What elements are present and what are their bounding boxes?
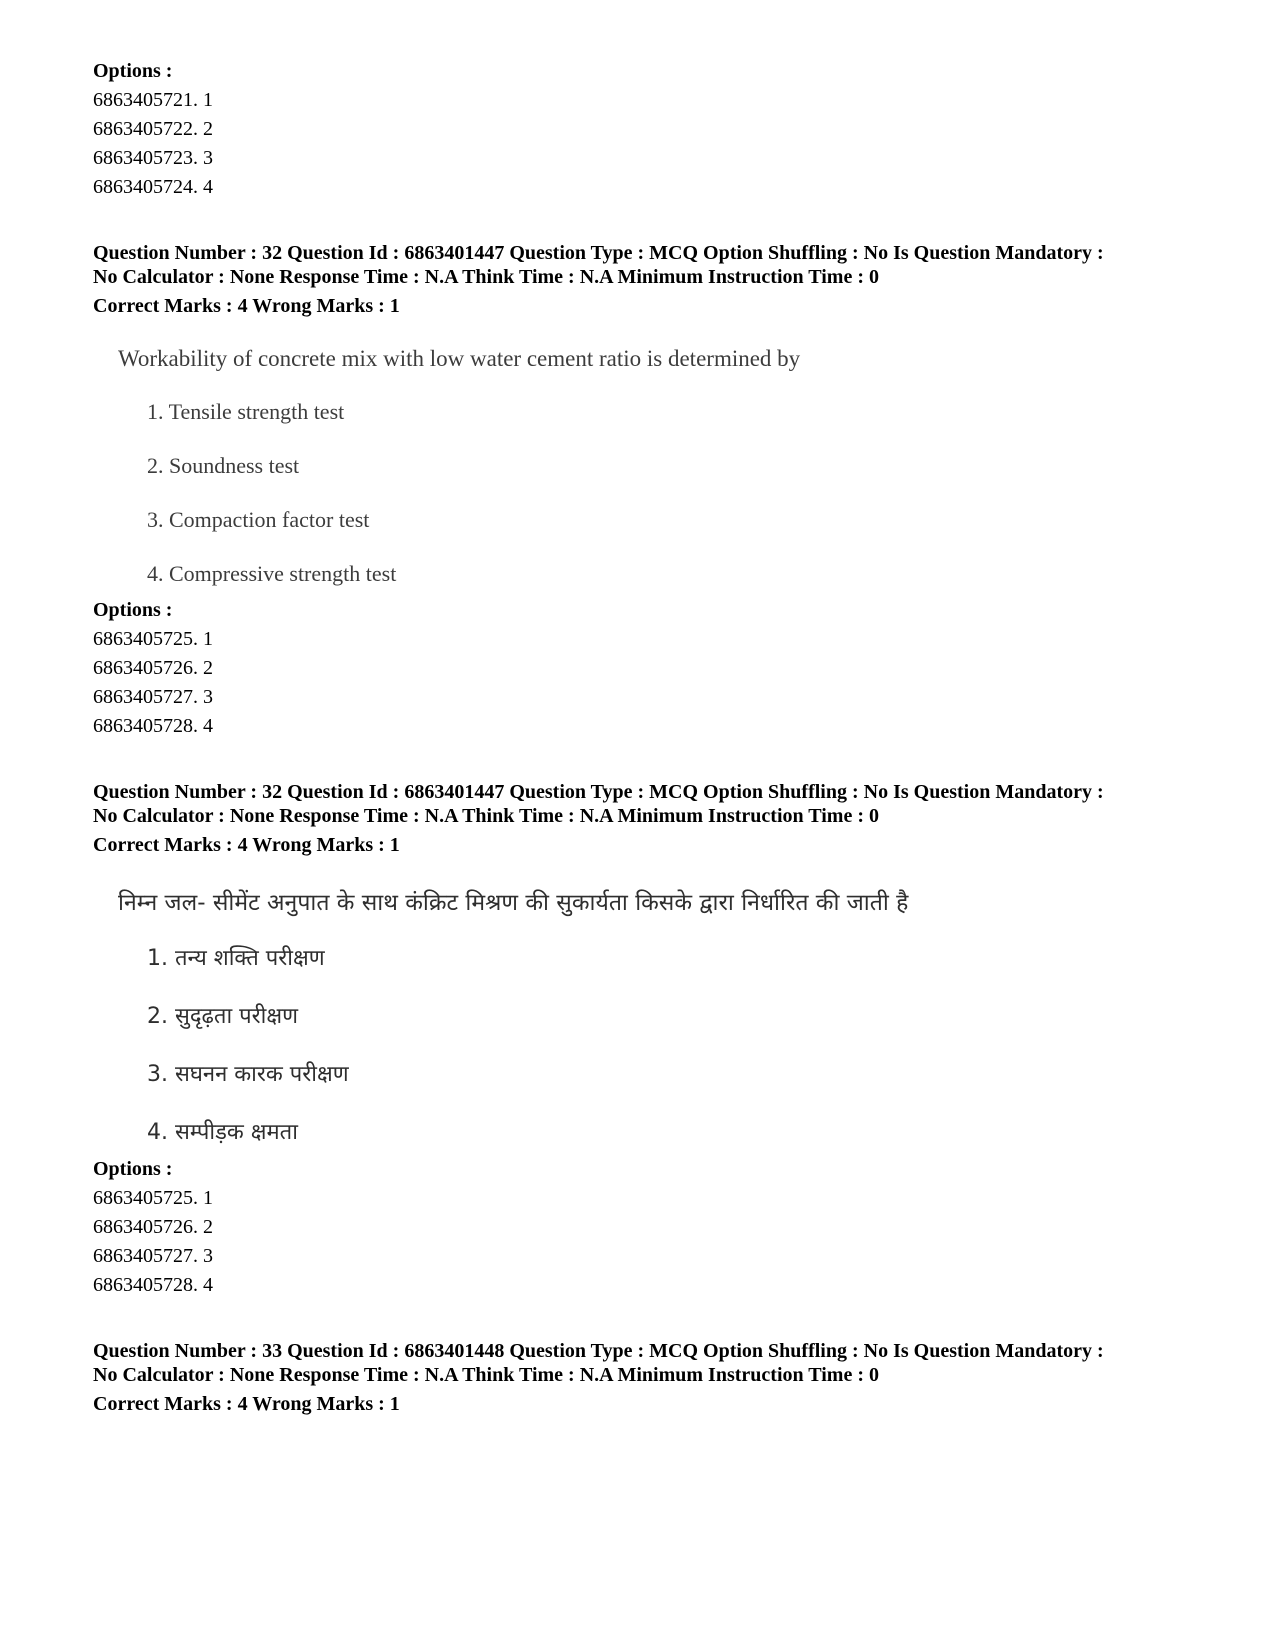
options-label: Options :: [93, 599, 173, 621]
question-choice: 2. Soundness test: [147, 453, 300, 478]
question-choice: 1. Tensile strength test: [147, 399, 345, 424]
options-label: Options :: [93, 1158, 173, 1180]
question-choice: 3. Compaction factor test: [147, 507, 370, 532]
options-block-3: [93, 1155, 1203, 1300]
question-marks: Correct Marks : 4 Wrong Marks : 1: [93, 834, 400, 856]
question-choice: 2. सुदृढ़ता परीक्षण: [147, 1004, 299, 1029]
question-choice: 4. सम्पीड़क क्षमता: [147, 1120, 298, 1145]
question-meta-32-hi: [93, 780, 1203, 857]
option-line: 6863405728. 4: [93, 715, 213, 737]
option-line: 6863405727. 3: [93, 686, 213, 708]
question-meta-line: No Calculator : None Response Time : N.A Think Time : N.A Minimum Instruction Time : 0: [93, 266, 879, 288]
question-choice: 3. सघनन कारक परीक्षण: [147, 1062, 349, 1087]
question-meta-line: Question Number : 32 Question Id : 6863401447 Question Type : MCQ Option Shuffling : No Is Question Mandatory :: [93, 781, 1104, 803]
option-line: 6863405726. 2: [93, 657, 213, 679]
option-line: 6863405722. 2: [93, 118, 213, 140]
question-meta-line: No Calculator : None Response Time : N.A Think Time : N.A Minimum Instruction Time : 0: [93, 1364, 879, 1386]
question-body-32-hi: [118, 887, 1118, 1149]
option-line: 6863405726. 2: [93, 1216, 213, 1238]
question-meta-32-en: [93, 241, 1203, 318]
option-line: 6863405723. 3: [93, 147, 213, 169]
option-line: 6863405728. 4: [93, 1274, 213, 1296]
question-marks: Correct Marks : 4 Wrong Marks : 1: [93, 1393, 400, 1415]
question-text: निम्न जल- सीमेंट अनुपात के साथ कंक्रिट मिश्रण की सुकार्यता किसके द्वारा निर्धारित की जाती है: [118, 890, 909, 916]
question-meta-line: Question Number : 33 Question Id : 6863401448 Question Type : MCQ Option Shuffling : No Is Question Mandatory :: [93, 1340, 1104, 1362]
option-line: 6863405724. 4: [93, 176, 213, 198]
question-meta-33: [93, 1339, 1203, 1416]
option-line: 6863405725. 1: [93, 1187, 213, 1209]
question-meta-line: No Calculator : None Response Time : N.A Think Time : N.A Minimum Instruction Time : 0: [93, 805, 879, 827]
option-line: 6863405727. 3: [93, 1245, 213, 1267]
question-choice: 4. Compressive strength test: [147, 561, 397, 586]
question-marks: Correct Marks : 4 Wrong Marks : 1: [93, 295, 400, 317]
options-block-2: [93, 596, 1203, 741]
question-choice: 1. तन्य शक्ति परीक्षण: [147, 946, 325, 971]
option-line: 6863405725. 1: [93, 628, 213, 650]
question-meta-line: Question Number : 32 Question Id : 6863401447 Question Type : MCQ Option Shuffling : No Is Question Mandatory :: [93, 242, 1104, 264]
options-label: Options :: [93, 60, 173, 82]
option-line: 6863405721. 1: [93, 89, 213, 111]
options-block-1: [93, 57, 1203, 202]
question-text: Workability of concrete mix with low water cement ratio is determined by: [118, 346, 801, 371]
question-body-32-en: [118, 344, 1118, 589]
